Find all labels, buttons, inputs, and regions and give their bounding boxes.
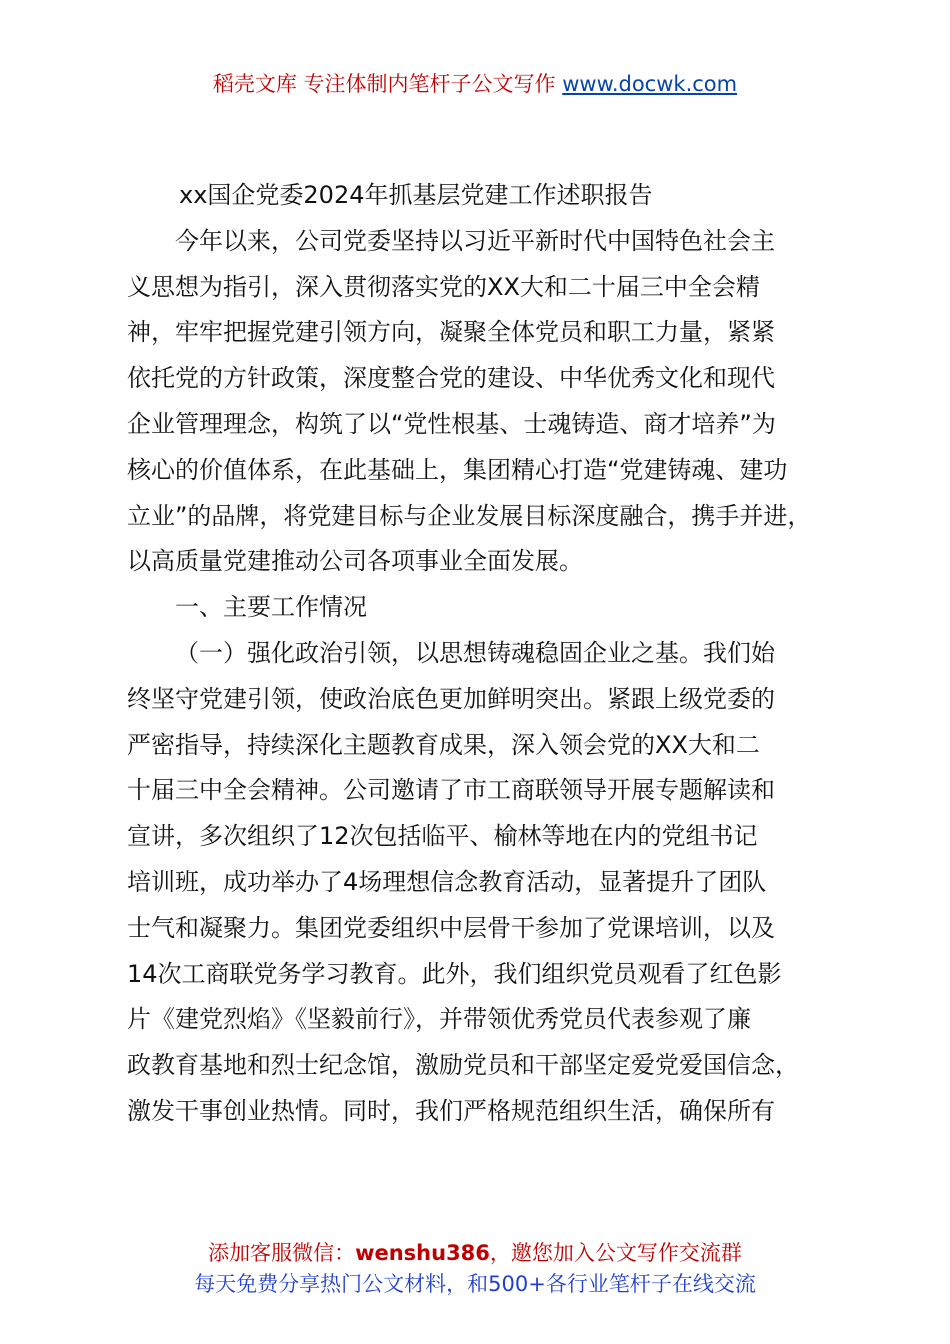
paragraph-line: 片《建党烈焰》《坚毅前行》，并带领优秀党员代表参观了廉 — [127, 1005, 751, 1034]
paragraph-line: 依托党的方针政策，深度整合党的建设、中华优秀文化和现代 — [127, 364, 775, 393]
footer-wechat-prefix: 添加客服微信： — [208, 1241, 356, 1265]
header-banner — [0, 68, 950, 100]
footer-line-1 — [0, 1238, 950, 1269]
paragraph-line: 士气和凝聚力。集团党委组织中层骨干参加了党课培训，以及 — [127, 913, 775, 942]
paragraph-line: 核心的价值体系，在此基础上，集团精心打造“党建铸魂、建功 — [127, 455, 788, 484]
wechat-id: wenshu386 — [355, 1241, 490, 1265]
paragraph-line: 企业管理理念，构筑了以“党性根基、士魂铸造、商才培养”为 — [127, 409, 776, 438]
section-heading: 一、主要工作情况 — [175, 593, 367, 622]
paragraph-line: 神，牢牢把握党建引领方向，凝聚全体党员和职工力量，紧紧 — [127, 318, 775, 347]
paragraph-line: 十届三中全会精神。公司邀请了市工商联领导开展专题解读和 — [127, 776, 775, 805]
footer-line-2: 每天免费分享热门公文材料，和500+各行业笔杆子在线交流 — [194, 1272, 756, 1296]
document-body — [127, 173, 847, 1135]
paragraph-line: 政教育基地和烈士纪念馆，激励党员和干部坚定爱党爱国信念， — [127, 1051, 799, 1080]
paragraph-line: 严密指导，持续深化主题教育成果，深入领会党的XX大和二 — [127, 730, 760, 759]
document-title: xx国企党委2024年抓基层党建工作述职报告 — [179, 181, 653, 209]
paragraph-line: 14次工商联党务学习教育。此外，我们组织党员观看了红色影 — [127, 959, 782, 988]
paragraph-line: （一）强化政治引领，以思想铸魂稳固企业之基。我们始 — [175, 638, 775, 667]
footer-banner — [0, 1238, 950, 1300]
paragraph-line: 义思想为指引，深入贯彻落实党的XX大和二十届三中全会精 — [127, 272, 760, 301]
paragraph-line: 今年以来，公司党委坚持以习近平新时代中国特色社会主 — [175, 226, 775, 255]
footer-wechat-suffix: ，邀您加入公文写作交流群 — [489, 1241, 742, 1265]
paragraph-line: 以高质量党建推动公司各项事业全面发展。 — [127, 547, 583, 576]
paragraph-line: 立业”的品牌，将党建目标与企业发展目标深度融合，携手并进， — [127, 501, 812, 530]
paragraph-line: 激发干事创业热情。同时，我们严格规范组织生活，确保所有 — [127, 1096, 775, 1125]
paragraph-line: 宣讲，多次组织了12次包括临平、榆林等地在内的党组书记 — [127, 822, 758, 851]
paragraph-line: 终坚守党建引领，使政治底色更加鲜明突出。紧跟上级党委的 — [127, 684, 775, 713]
brand-text: 稻壳文库 专注体制内笔杆子公文写作 — [212, 72, 563, 96]
website-link[interactable]: www.docwk.com — [562, 72, 738, 96]
paragraph-line: 培训班，成功举办了4场理想信念教育活动，显著提升了团队 — [127, 867, 767, 896]
